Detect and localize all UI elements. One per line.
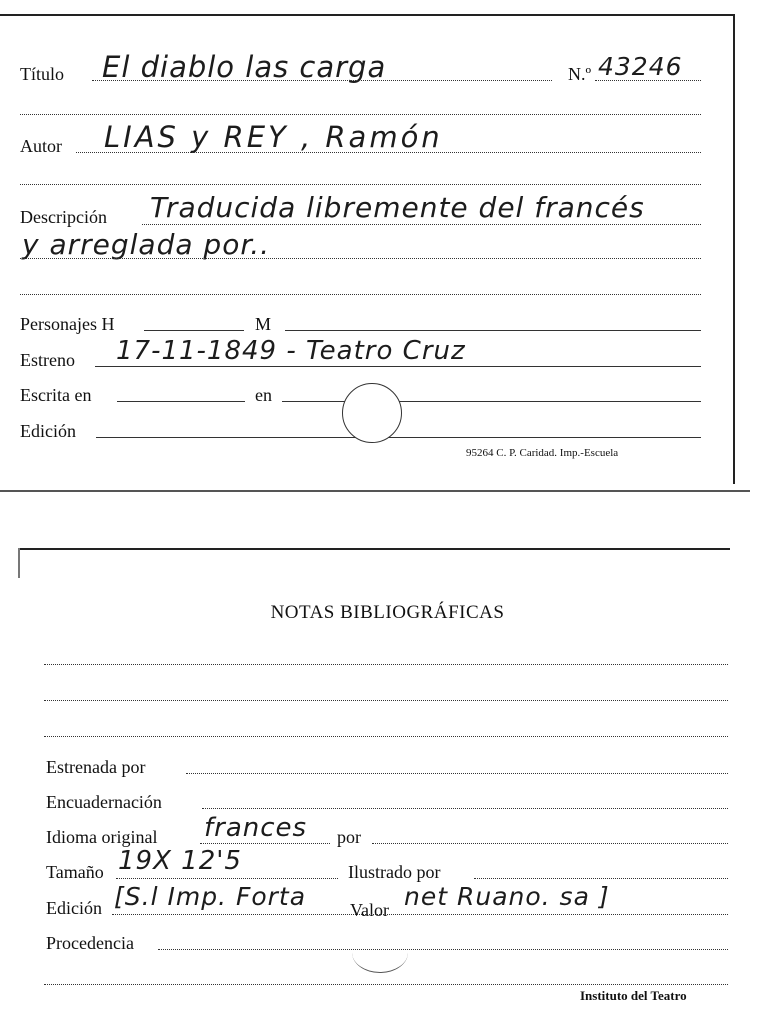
procedencia-label: Procedencia bbox=[46, 933, 134, 953]
descripcion-line-1 bbox=[142, 224, 701, 225]
tamano-line bbox=[116, 878, 338, 879]
autor-label: Autor bbox=[20, 136, 62, 156]
edicion2-label: Edición bbox=[46, 898, 102, 918]
blank-line-1 bbox=[20, 114, 701, 115]
card-heading: NOTAS BIBLIOGRÁFICAS bbox=[270, 602, 505, 623]
descripcion-label: Descripción bbox=[20, 207, 107, 227]
descripcion-value-2: y arreglada por.. bbox=[22, 228, 271, 261]
ilustrado-line bbox=[474, 878, 728, 879]
edicion2-value-2: net Ruano. sa ] bbox=[404, 882, 610, 911]
imprint-text: 95264 C. P. Caridad. Imp.-Escuela bbox=[466, 447, 619, 459]
tamano-value: 19X 12'5 bbox=[118, 846, 242, 876]
card-right-edge bbox=[733, 14, 735, 484]
numero-label: N.º bbox=[568, 64, 592, 84]
descripcion-line-3 bbox=[20, 294, 701, 295]
idioma-value: frances bbox=[204, 813, 308, 843]
catalog-card-front bbox=[0, 0, 759, 490]
punch-hole bbox=[342, 383, 402, 443]
personajes-h-line bbox=[144, 330, 244, 331]
estreno-line bbox=[95, 366, 701, 367]
autor-line bbox=[76, 152, 701, 153]
punch-hole-arc bbox=[352, 932, 408, 973]
ilustrado-label: Ilustrado por bbox=[348, 862, 441, 882]
notes-line-3 bbox=[44, 736, 728, 737]
encuadernacion-line bbox=[202, 808, 728, 809]
card-left-edge bbox=[18, 548, 20, 578]
notes-line-1 bbox=[44, 664, 728, 665]
personajes-label: Personajes H bbox=[20, 314, 115, 334]
escrita-line bbox=[117, 401, 245, 402]
idioma-por-label: por bbox=[337, 827, 361, 847]
tamano-label: Tamaño bbox=[46, 862, 104, 882]
card-bottom-edge bbox=[0, 490, 750, 492]
titulo-label: Título bbox=[20, 64, 64, 84]
edicion-label: Edición bbox=[20, 421, 76, 441]
titulo-value: El diablo las carga bbox=[102, 50, 387, 84]
notes-line-2 bbox=[44, 700, 728, 701]
card-top-edge bbox=[18, 548, 730, 550]
catalog-card-back bbox=[0, 540, 759, 1028]
footer-text: Instituto del Teatro bbox=[580, 988, 687, 1003]
edicion2-line bbox=[112, 914, 728, 915]
estrenada-line bbox=[186, 773, 728, 774]
estreno-value: 17-11-1849 - Teatro Cruz bbox=[116, 336, 466, 366]
edicion2-valor-label: Valor bbox=[350, 900, 389, 920]
edicion-line bbox=[96, 437, 701, 438]
card-top-edge bbox=[0, 14, 735, 16]
autor-value: LIAS y REY , Ramón bbox=[104, 120, 443, 154]
estrenada-label: Estrenada por bbox=[46, 757, 146, 777]
escrita-en-label: en bbox=[255, 385, 272, 405]
edicion2-value-1: [S.l Imp. Forta bbox=[114, 882, 307, 911]
estreno-label: Estreno bbox=[20, 350, 75, 370]
bottom-line bbox=[44, 984, 728, 985]
idioma-line bbox=[200, 843, 330, 844]
titulo-line bbox=[92, 80, 552, 81]
procedencia-line bbox=[158, 949, 728, 950]
encuadernacion-label: Encuadernación bbox=[46, 792, 162, 812]
idioma-label: Idioma original bbox=[46, 827, 158, 847]
descripcion-value-1: Traducida libremente del francés bbox=[150, 191, 645, 224]
personajes-m-label: M bbox=[255, 314, 272, 334]
numero-value: 43246 bbox=[598, 52, 683, 81]
idioma-por-line bbox=[372, 843, 728, 844]
blank-line-2 bbox=[20, 184, 701, 185]
descripcion-line-2 bbox=[20, 258, 701, 259]
personajes-m-line bbox=[285, 330, 701, 331]
escrita-label: Escrita en bbox=[20, 385, 92, 405]
numero-line bbox=[595, 80, 701, 81]
